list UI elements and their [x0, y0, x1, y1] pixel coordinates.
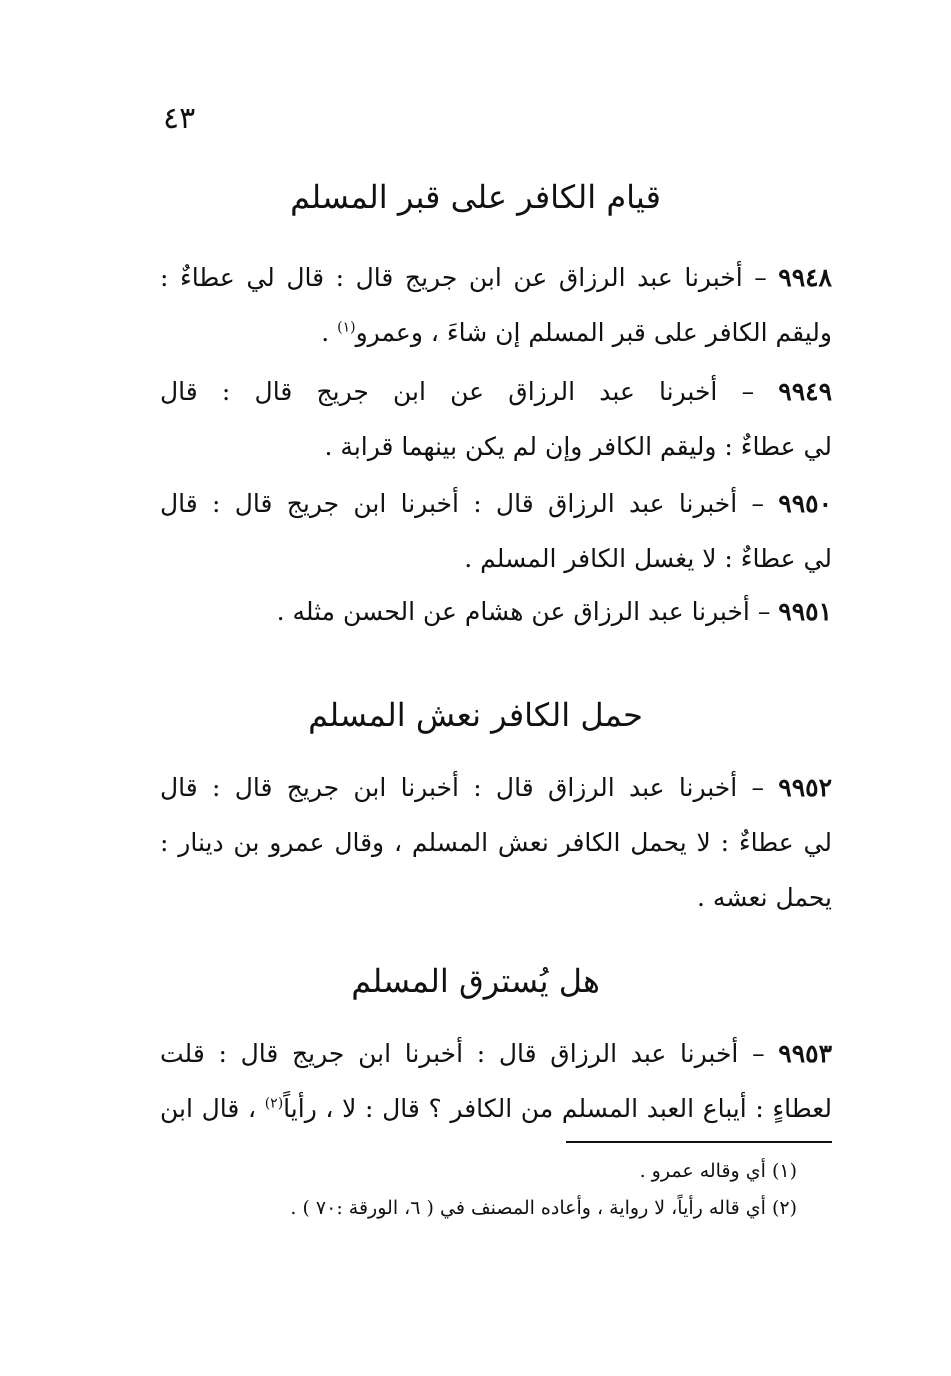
entry-text: ، قال ابن	[160, 1094, 257, 1123]
entry-line	[160, 1081, 832, 1136]
entry-number: ٩٩٤٩	[778, 377, 832, 406]
entry-line	[160, 815, 832, 870]
entry-text: لي عطاءٌ : لا يغسل الكافر المسلم .	[464, 544, 832, 573]
entry-line	[160, 531, 832, 586]
entry-line	[160, 870, 832, 925]
entry-text: – أخبرنا عبد الرزاق عن ابن جريج قال : قال لي عطاءٌ :	[160, 263, 767, 292]
entry-text: – أخبرنا عبد الرزاق قال : أخبرنا ابن جريج قال : قال	[160, 773, 764, 802]
entry-line	[160, 250, 832, 305]
entry-number: ٩٩٥١	[778, 597, 832, 626]
entry-line	[160, 305, 832, 360]
entry-line	[160, 760, 832, 815]
entry-9950	[160, 476, 832, 586]
entry-text: لي عطاءٌ : وليقم الكافر وإن لم يكن بينهما قرابة .	[324, 432, 832, 461]
entry-line	[160, 476, 832, 531]
entry-line	[160, 419, 832, 474]
entry-text: .	[321, 318, 330, 347]
page-number: ٤٣	[163, 101, 196, 136]
entry-line	[160, 1026, 832, 1081]
entry-number: ٩٩٥٠	[778, 489, 832, 518]
entry-line	[160, 364, 832, 419]
footnote-ref: (١)	[337, 319, 356, 336]
footnote-1: (١) أي وقاله عمرو .	[639, 1160, 797, 1182]
section-heading-1: قيام الكافر على قبر المسلم	[290, 178, 661, 216]
footnote-ref: (٢)	[264, 1095, 284, 1112]
section-heading-2: حمل الكافر نعش المسلم	[308, 696, 643, 734]
entry-9948	[160, 250, 832, 360]
entry-line	[160, 584, 832, 639]
entry-9949	[160, 364, 832, 474]
entry-9952	[160, 760, 832, 925]
entry-text: – أخبرنا عبد الرزاق عن ابن جريج قال : قال	[160, 377, 755, 406]
entry-text: لعطاءٍ : أيباع العبد المسلم من الكافر ؟ قال : لا ، رأياً	[283, 1094, 832, 1123]
section-heading-3: هل يُسترق المسلم	[351, 962, 600, 1000]
footnote-divider	[566, 1141, 832, 1143]
entry-text: – أخبرنا عبد الرزاق قال : أخبرنا ابن جريج قال : قلت	[160, 1039, 765, 1068]
entry-text: لي عطاءٌ : لا يحمل الكافر نعش المسلم ، وقال عمرو بن دينار :	[160, 828, 832, 857]
entry-text: – أخبرنا عبد الرزاق عن هشام عن الحسن مثله .	[276, 597, 771, 626]
entry-number: ٩٩٥٢	[778, 773, 832, 802]
footnote-2: (٢) أي قاله رأياً، لا رواية ، وأعاده المصنف في ( ٦، الورقة :٧٠ ) .	[290, 1197, 797, 1219]
entry-number: ٩٩٥٣	[778, 1039, 832, 1068]
entry-text: وليقم الكافر على قبر المسلم إن شاءَ ، وعمرو	[355, 318, 832, 347]
entry-9951	[160, 584, 832, 639]
entry-number: ٩٩٤٨	[778, 263, 832, 292]
entry-9953	[160, 1026, 832, 1136]
entry-text: – أخبرنا عبد الرزاق قال : أخبرنا ابن جريج قال : قال	[160, 489, 764, 518]
entry-text: يحمل نعشه .	[696, 883, 832, 912]
